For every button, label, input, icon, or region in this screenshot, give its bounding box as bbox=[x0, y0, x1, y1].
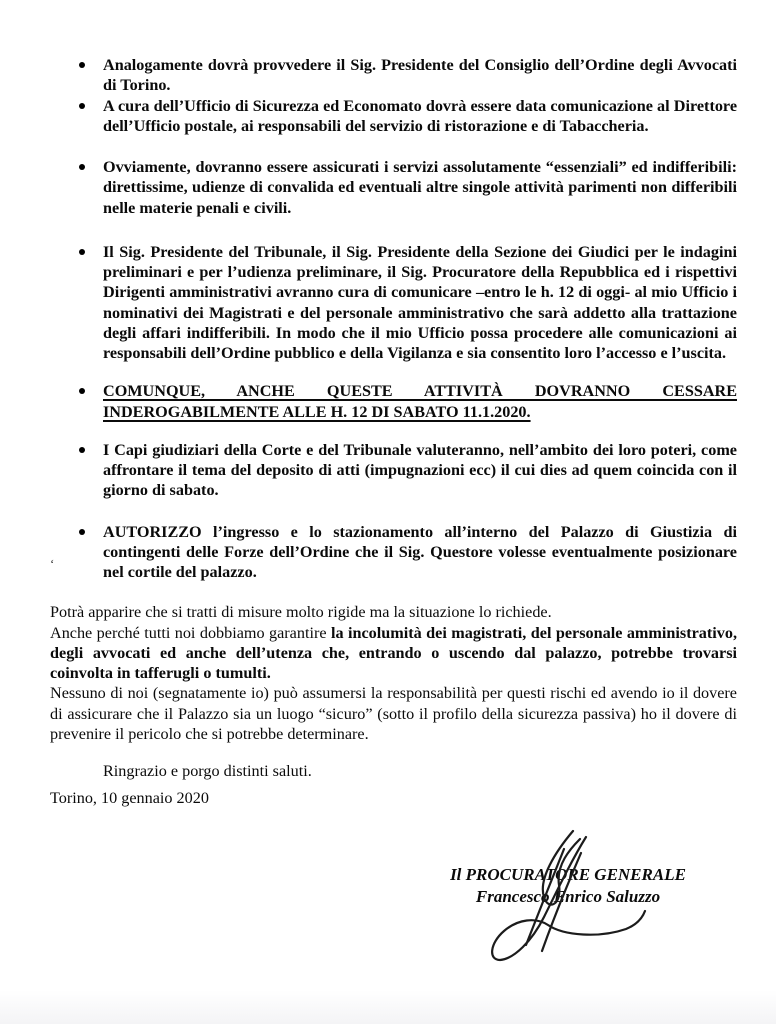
handwritten-signature bbox=[440, 823, 670, 971]
signature-name: Francesco Enrico Saluzzo bbox=[475, 887, 661, 907]
bullet-item-capi-giudiziari bbox=[50, 440, 737, 501]
bullet-item-a-cura bbox=[50, 96, 737, 137]
bullet-text: Analogamente dovrà provvedere il Sig. Presidente del Consiglio dell’Ordine degli Avvocati di Torino. bbox=[103, 56, 737, 95]
paragraph-incolumita bbox=[50, 623, 737, 684]
bullet-text: Il Sig. Presidente del Tribunale, il Sig. Presidente della Sezione dei Giudici per le indagini preliminari e per l’udienza preliminare, il Sig. Procuratore della Repubblica ed i rispettivi Dirigenti amministrativi avranno cura di comunicare –entro le h. 12 di oggi- al mio Ufficio i nominativi dei Magistrati e del personale amministrativo che sarà addetto alla trattazione degli affari indifferibili. In modo che il mio Ufficio possa procedere alle comunicazioni ai responsabili dell’Ordine pubblico e della Vigilanza e sia consentito loro l’accesso e l’uscita. bbox=[103, 242, 737, 362]
bullet-icon bbox=[79, 447, 85, 453]
bullet-item-analogamente bbox=[50, 55, 737, 96]
bullet-text: I Capi giudiziari della Corte e del Tribunale valuteranno, nell’ambito dei loro poteri, come affrontare il tema del deposito di atti (impugnazioni ecc) il cui dies ad quem coincida con il giorno di sabato. bbox=[103, 440, 737, 500]
bullet-icon bbox=[79, 529, 85, 535]
bullet-text-underlined: COMUNQUE, ANCHE QUESTE ATTIVITÀ DOVRANNO CESSARE INDEROGABILMENTE ALLE H. 12 DI SABATO 11.1.2020. bbox=[103, 382, 737, 421]
paragraph-responsabilita: Nessuno di noi (segnatamente io) può assumersi la responsabilità per questi rischi ed avendo io il dovere di assicurare che il Palazzo sia un luogo “sicuro” (sotto il profilo della sicurezza passiva) ho il dovere di prevenire il pericolo che si potrebbe determinare. bbox=[50, 684, 737, 743]
signature-role: Il PROCURATORE GENERALE bbox=[450, 865, 686, 884]
paragraph-misure-rigide: Potrà apparire che si tratti di misure molto rigide ma la situazione lo richiede. bbox=[50, 603, 552, 622]
bullet-icon bbox=[79, 388, 85, 394]
bullet-text: AUTORIZZO l’ingresso e lo stazionamento all’interno del Palazzo di Giustizia di contingenti delle Forze dell’Ordine che il Sig. Questore volesse eventualmente posizionare nel cortile del palazzo. bbox=[103, 522, 737, 581]
closing-paragraphs bbox=[50, 602, 737, 744]
bullet-item-presidente-tribunale bbox=[50, 242, 737, 364]
scan-artifact-mark: ‘ bbox=[50, 556, 55, 571]
bullet-item-ovviamente bbox=[50, 157, 737, 218]
bullet-text: A cura dell’Ufficio di Sicurezza ed Economato dovrà essere data comunicazione al Direttore dell’Ufficio postale, ai responsabili del servizio di ristorazione e di Tabaccheria. bbox=[103, 96, 737, 135]
letter-body bbox=[50, 55, 737, 809]
bullet-icon bbox=[79, 164, 85, 170]
place-date-line: Torino, 10 gennaio 2020 bbox=[50, 789, 209, 808]
bullet-item-comunque-cessare bbox=[50, 381, 737, 422]
salutation-line: Ringrazio e porgo distinti saluti. bbox=[103, 762, 312, 780]
paragraph-regular-span: Anche perché tutti noi dobbiamo garantire bbox=[50, 623, 331, 642]
bullet-icon bbox=[79, 62, 85, 68]
bullet-icon bbox=[79, 249, 85, 255]
bullet-text: Ovviamente, dovranno essere assicurati i servizi assolutamente “essenziali” ed indifferibili: direttissime, udienze di convalida ed eventuali altre singole attività parimenti non differibili nelle materie penali e civili. bbox=[103, 158, 737, 217]
bullet-icon bbox=[79, 103, 85, 109]
paragraph-bold-span: la incolumità dei magistrati, del personale amministrativo, degli avvocati ed anche dell’utenza che, entrando o uscendo dal palazzo, potrebbe trovarsi coinvolta in tafferugli o tumulti. bbox=[50, 623, 737, 682]
bullet-item-autorizzo bbox=[50, 522, 737, 583]
